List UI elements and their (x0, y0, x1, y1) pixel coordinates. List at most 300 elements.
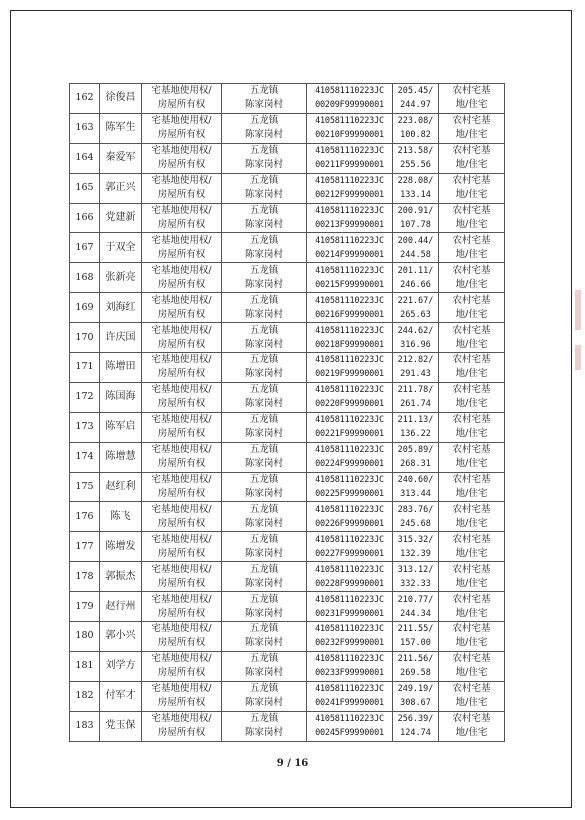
right-type-text: 房屋所有权 (157, 428, 206, 440)
row-number-cell (70, 651, 100, 681)
registration-table (69, 83, 505, 742)
table-body (70, 84, 505, 742)
owner-name-cell (100, 681, 142, 711)
land-use-cell (439, 681, 505, 711)
table-row (70, 203, 505, 233)
table-row (70, 173, 505, 203)
land-use-text: 地/住宅 (455, 517, 488, 529)
table-row (70, 592, 505, 622)
land-use-cell (439, 143, 505, 173)
location-cell (222, 293, 307, 323)
unit-code-text: 00215F99990001 (315, 279, 384, 290)
unit-code-cell (307, 143, 393, 173)
unit-code-text: 410581110223JC (315, 564, 384, 575)
unit-code-cell (307, 203, 393, 233)
land-use-text: 地/住宅 (455, 428, 488, 440)
right-type-text: 房屋所有权 (157, 99, 206, 111)
row-number-text: 162 (75, 92, 94, 104)
area-cell (393, 502, 439, 532)
row-number-cell (70, 442, 100, 472)
area-cell (393, 293, 439, 323)
table-row (70, 293, 505, 323)
unit-code-text: 410581110223JC (315, 206, 384, 216)
area-text: 200.91/ (397, 206, 434, 216)
unit-code-cell (307, 233, 393, 263)
unit-code-text: 410581110223JC (315, 624, 384, 635)
table-row (70, 353, 505, 383)
unit-code-cell (307, 502, 393, 532)
location-text: 五龙镇 (249, 175, 279, 187)
location-text: 五龙镇 (249, 533, 279, 545)
row-number-text: 165 (75, 182, 94, 194)
owner-name-cell (100, 143, 142, 173)
area-text: 269.58 (400, 668, 431, 679)
land-use-cell (439, 592, 505, 622)
area-text: 228.08/ (397, 176, 434, 187)
row-number-text: 164 (75, 152, 94, 164)
table-row (70, 442, 505, 472)
right-type-text: 宅基地使用权/ (151, 683, 212, 695)
land-use-cell (439, 323, 505, 353)
location-cell (222, 651, 307, 681)
owner-name-text: 赵红利 (105, 481, 136, 493)
owner-name-text: 张新亮 (105, 271, 136, 283)
row-number-text: 169 (75, 301, 94, 313)
row-number-cell (70, 711, 100, 741)
area-text: 308.67 (400, 698, 431, 709)
owner-name-cell (100, 293, 142, 323)
owner-name-text: 赵行州 (105, 600, 136, 612)
unit-code-text: 00210F99990001 (315, 130, 384, 141)
unit-code-text: 410581110223JC (315, 504, 384, 515)
area-text: 201.11/ (397, 265, 434, 276)
area-text: 200.44/ (397, 235, 434, 246)
land-use-text: 地/住宅 (455, 488, 488, 500)
table-row (70, 113, 505, 143)
area-text: 100.82 (400, 130, 431, 141)
right-type-text: 房屋所有权 (157, 129, 206, 141)
location-text: 陈家岗村 (244, 189, 283, 201)
unit-code-text: 410581110223JC (315, 116, 384, 127)
owner-name-cell (100, 173, 142, 203)
row-number-text: 178 (75, 570, 94, 582)
area-cell (393, 353, 439, 383)
unit-code-text: 00233F99990001 (315, 668, 384, 679)
row-number-cell (70, 173, 100, 203)
area-text: 315.32/ (397, 534, 434, 545)
unit-code-cell (307, 323, 393, 353)
unit-code-text: 00216F99990001 (315, 309, 384, 320)
stamp-edge-mark (575, 345, 581, 370)
land-use-text: 地/住宅 (455, 398, 488, 410)
land-use-cell (439, 84, 505, 114)
area-text: 244.62/ (397, 325, 434, 336)
location-text: 陈家岗村 (244, 637, 283, 649)
location-text: 陈家岗村 (244, 517, 283, 529)
unit-code-text: 00221F99990001 (315, 429, 384, 440)
location-text: 陈家岗村 (244, 727, 283, 739)
right-type-text: 房屋所有权 (157, 547, 206, 559)
land-use-cell (439, 622, 505, 652)
owner-name-text: 付军才 (105, 690, 136, 702)
row-number-cell (70, 502, 100, 532)
land-use-text: 地/住宅 (455, 338, 488, 350)
right-type-cell (142, 173, 222, 203)
area-text: 313.12/ (397, 564, 434, 575)
location-text: 陈家岗村 (244, 219, 283, 230)
row-number-cell (70, 532, 100, 562)
land-use-cell (439, 293, 505, 323)
unit-code-cell (307, 562, 393, 592)
owner-name-text: 党玉保 (105, 720, 136, 732)
row-number-text: 181 (75, 660, 94, 672)
location-text: 陈家岗村 (244, 159, 283, 171)
land-use-cell (439, 263, 505, 293)
location-cell (222, 412, 307, 442)
unit-code-text: 00227F99990001 (315, 548, 384, 559)
right-type-text: 宅基地使用权/ (151, 264, 212, 276)
area-text: 211.78/ (397, 385, 434, 396)
right-type-cell (142, 203, 222, 233)
area-text: 283.76/ (397, 504, 434, 515)
unit-code-text: 00209F99990001 (315, 100, 384, 111)
unit-code-cell (307, 622, 393, 652)
location-cell (222, 323, 307, 353)
right-type-text: 房屋所有权 (157, 458, 206, 470)
unit-code-text: 410581110223JC (315, 325, 384, 336)
location-text: 五龙镇 (249, 414, 279, 426)
row-number-cell (70, 622, 100, 652)
row-number-text: 167 (75, 241, 94, 253)
unit-code-cell (307, 592, 393, 622)
right-type-cell (142, 412, 222, 442)
owner-name-cell (100, 651, 142, 681)
table-row (70, 562, 505, 592)
right-type-text: 宅基地使用权/ (151, 324, 212, 336)
row-number-cell (70, 84, 100, 114)
land-use-text: 农村宅基 (452, 713, 491, 725)
unit-code-text: 00220F99990001 (315, 399, 384, 410)
unit-code-cell (307, 442, 393, 472)
row-number-text: 168 (75, 271, 94, 283)
area-cell (393, 472, 439, 502)
right-type-text: 宅基地使用权/ (151, 653, 212, 665)
location-text: 五龙镇 (249, 474, 279, 486)
table-row (70, 412, 505, 442)
owner-name-cell (100, 113, 142, 143)
location-text: 五龙镇 (249, 623, 279, 635)
unit-code-text: 00214F99990001 (315, 249, 384, 260)
owner-name-cell (100, 502, 142, 532)
area-text: 244.97 (400, 100, 431, 111)
row-number-text: 183 (75, 720, 94, 732)
right-type-text: 房屋所有权 (157, 248, 206, 260)
location-text: 五龙镇 (249, 115, 279, 127)
row-number-text: 173 (75, 421, 94, 433)
land-use-text: 农村宅基 (452, 205, 491, 216)
area-cell (393, 651, 439, 681)
row-number-cell (70, 412, 100, 442)
unit-code-text: 00241F99990001 (315, 698, 384, 709)
location-text: 陈家岗村 (244, 129, 283, 141)
area-text: 211.13/ (397, 415, 434, 426)
land-use-text: 农村宅基 (452, 503, 491, 515)
right-type-cell (142, 113, 222, 143)
location-cell (222, 203, 307, 233)
row-number-text: 163 (75, 122, 94, 134)
land-use-text: 农村宅基 (452, 264, 491, 276)
page-number: 9 / 16 (276, 758, 309, 769)
area-cell (393, 263, 439, 293)
unit-code-cell (307, 681, 393, 711)
land-use-text: 地/住宅 (455, 248, 488, 260)
area-text: 221.67/ (397, 295, 434, 306)
right-type-cell (142, 442, 222, 472)
owner-name-text: 陈军启 (105, 421, 136, 433)
location-cell (222, 143, 307, 173)
area-cell (393, 203, 439, 233)
location-text: 五龙镇 (249, 563, 279, 575)
land-use-cell (439, 651, 505, 681)
area-cell (393, 143, 439, 173)
table-row (70, 472, 505, 502)
right-type-text: 宅基地使用权/ (151, 623, 212, 635)
right-type-cell (142, 472, 222, 502)
location-text: 五龙镇 (249, 294, 279, 306)
area-text: 313.44 (400, 489, 431, 500)
location-text: 五龙镇 (249, 653, 279, 665)
location-text: 五龙镇 (249, 683, 279, 695)
unit-code-text: 00226F99990001 (315, 518, 384, 529)
table-row (70, 681, 505, 711)
land-use-cell (439, 532, 505, 562)
right-type-text: 房屋所有权 (157, 189, 206, 201)
area-cell (393, 323, 439, 353)
row-number-text: 174 (75, 451, 94, 463)
land-use-text: 地/住宅 (455, 727, 488, 739)
location-cell (222, 263, 307, 293)
owner-name-cell (100, 711, 142, 741)
location-text: 陈家岗村 (244, 278, 283, 290)
right-type-text: 宅基地使用权/ (151, 205, 212, 216)
right-type-cell (142, 263, 222, 293)
land-use-cell (439, 382, 505, 412)
location-text: 五龙镇 (249, 145, 279, 157)
unit-code-text: 00211F99990001 (315, 160, 384, 171)
land-use-text: 地/住宅 (455, 308, 488, 320)
right-type-cell (142, 143, 222, 173)
right-type-text: 房屋所有权 (157, 637, 206, 649)
owner-name-cell (100, 353, 142, 383)
unit-code-text: 00228F99990001 (315, 578, 384, 589)
unit-code-cell (307, 382, 393, 412)
location-text: 陈家岗村 (244, 338, 283, 350)
unit-code-text: 410581110223JC (315, 445, 384, 456)
land-use-text: 农村宅基 (452, 324, 491, 336)
location-text: 五龙镇 (249, 234, 279, 246)
unit-code-text: 00219F99990001 (315, 369, 384, 380)
right-type-text: 房屋所有权 (157, 607, 206, 619)
area-text: 240.60/ (397, 475, 434, 486)
row-number-text: 175 (75, 481, 94, 493)
row-number-cell (70, 382, 100, 412)
row-number-text: 176 (75, 510, 94, 522)
location-text: 五龙镇 (249, 593, 279, 605)
area-cell (393, 681, 439, 711)
unit-code-text: 00231F99990001 (315, 608, 384, 619)
row-number-cell (70, 353, 100, 383)
location-text: 陈家岗村 (244, 488, 283, 500)
right-type-cell (142, 353, 222, 383)
area-text: 244.58 (400, 249, 431, 260)
right-type-text: 宅基地使用权/ (151, 234, 212, 246)
right-type-text: 宅基地使用权/ (151, 713, 212, 725)
owner-name-cell (100, 323, 142, 353)
area-cell (393, 532, 439, 562)
right-type-text: 房屋所有权 (157, 488, 206, 500)
table-row (70, 711, 505, 741)
location-text: 陈家岗村 (244, 368, 283, 380)
table-row (70, 532, 505, 562)
land-use-text: 农村宅基 (452, 414, 491, 426)
land-use-cell (439, 353, 505, 383)
area-cell (393, 382, 439, 412)
location-cell (222, 532, 307, 562)
table-row (70, 382, 505, 412)
area-text: 265.63 (400, 309, 431, 320)
area-text: 205.45/ (397, 86, 434, 97)
area-text: 245.68 (400, 518, 431, 529)
land-use-text: 地/住宅 (455, 189, 488, 201)
location-text: 陈家岗村 (244, 308, 283, 320)
unit-code-cell (307, 651, 393, 681)
area-cell (393, 113, 439, 143)
area-text: 316.96 (400, 339, 431, 350)
area-text: 157.00 (400, 638, 431, 649)
table-row (70, 143, 505, 173)
row-number-cell (70, 472, 100, 502)
row-number-cell (70, 562, 100, 592)
unit-code-text: 410581110223JC (315, 146, 384, 157)
location-cell (222, 84, 307, 114)
right-type-text: 宅基地使用权/ (151, 85, 212, 97)
location-text: 陈家岗村 (244, 458, 283, 470)
location-text: 五龙镇 (249, 713, 279, 725)
location-text: 五龙镇 (249, 503, 279, 515)
owner-name-cell (100, 592, 142, 622)
unit-code-text: 00232F99990001 (315, 638, 384, 649)
land-use-text: 地/住宅 (455, 99, 488, 111)
area-text: 244.34 (400, 608, 431, 619)
area-text: 210.77/ (397, 594, 434, 605)
right-type-cell (142, 562, 222, 592)
unit-code-text: 410581110223JC (315, 714, 384, 725)
row-number-cell (70, 681, 100, 711)
right-type-text: 宅基地使用权/ (151, 533, 212, 545)
area-cell (393, 412, 439, 442)
location-cell (222, 472, 307, 502)
right-type-text: 房屋所有权 (157, 577, 206, 589)
land-use-text: 农村宅基 (452, 85, 491, 97)
unit-code-cell (307, 293, 393, 323)
area-text: 249.19/ (397, 684, 434, 695)
area-cell (393, 562, 439, 592)
land-use-text: 农村宅基 (452, 683, 491, 695)
area-text: 205.89/ (397, 445, 434, 456)
owner-name-text: 郭正兴 (105, 182, 136, 194)
land-use-cell (439, 173, 505, 203)
right-type-text: 房屋所有权 (157, 398, 206, 410)
land-use-text: 地/住宅 (455, 637, 488, 649)
owner-name-cell (100, 472, 142, 502)
land-use-text: 农村宅基 (452, 115, 491, 127)
area-text: 211.55/ (397, 624, 434, 635)
land-use-text: 农村宅基 (452, 653, 491, 665)
land-use-cell (439, 203, 505, 233)
land-use-text: 农村宅基 (452, 384, 491, 396)
land-use-text: 农村宅基 (452, 563, 491, 575)
owner-name-text: 刘学方 (105, 660, 136, 672)
row-number-text: 171 (75, 361, 94, 373)
right-type-text: 房屋所有权 (157, 338, 206, 350)
area-text: 332.33 (400, 578, 431, 589)
row-number-cell (70, 203, 100, 233)
right-type-cell (142, 84, 222, 114)
land-use-text: 农村宅基 (452, 623, 491, 635)
land-use-text: 地/住宅 (455, 368, 488, 380)
row-number-cell (70, 113, 100, 143)
area-cell (393, 233, 439, 263)
unit-code-text: 00213F99990001 (315, 220, 384, 230)
area-text: 246.66 (400, 279, 431, 290)
right-type-text: 宅基地使用权/ (151, 145, 212, 157)
right-type-cell (142, 293, 222, 323)
right-type-cell (142, 382, 222, 412)
owner-name-text: 徐俊昌 (105, 92, 136, 104)
right-type-text: 宅基地使用权/ (151, 593, 212, 605)
row-number-cell (70, 143, 100, 173)
owner-name-text: 陈军生 (105, 122, 136, 134)
owner-name-text: 陈国海 (105, 391, 136, 403)
land-use-text: 地/住宅 (455, 129, 488, 141)
area-text: 291.43 (400, 369, 431, 380)
land-use-text: 地/住宅 (455, 607, 488, 619)
location-cell (222, 592, 307, 622)
table-row (70, 323, 505, 353)
area-text: 211.56/ (397, 654, 434, 665)
table-row (70, 502, 505, 532)
land-use-text: 农村宅基 (452, 145, 491, 157)
right-type-text: 宅基地使用权/ (151, 115, 212, 127)
land-use-text: 地/住宅 (455, 159, 488, 171)
row-number-cell (70, 293, 100, 323)
area-cell (393, 622, 439, 652)
unit-code-text: 410581110223JC (315, 594, 384, 605)
land-use-text: 农村宅基 (452, 593, 491, 605)
location-text: 陈家岗村 (244, 667, 283, 679)
row-number-text: 180 (75, 630, 94, 642)
location-cell (222, 113, 307, 143)
land-use-text: 地/住宅 (455, 278, 488, 290)
table-row (70, 651, 505, 681)
owner-name-text: 郭小兴 (105, 630, 136, 642)
location-text: 五龙镇 (249, 264, 279, 276)
unit-code-text: 00225F99990001 (315, 489, 384, 500)
unit-code-text: 410581110223JC (315, 654, 384, 665)
location-cell (222, 681, 307, 711)
area-cell (393, 84, 439, 114)
row-number-cell (70, 323, 100, 353)
